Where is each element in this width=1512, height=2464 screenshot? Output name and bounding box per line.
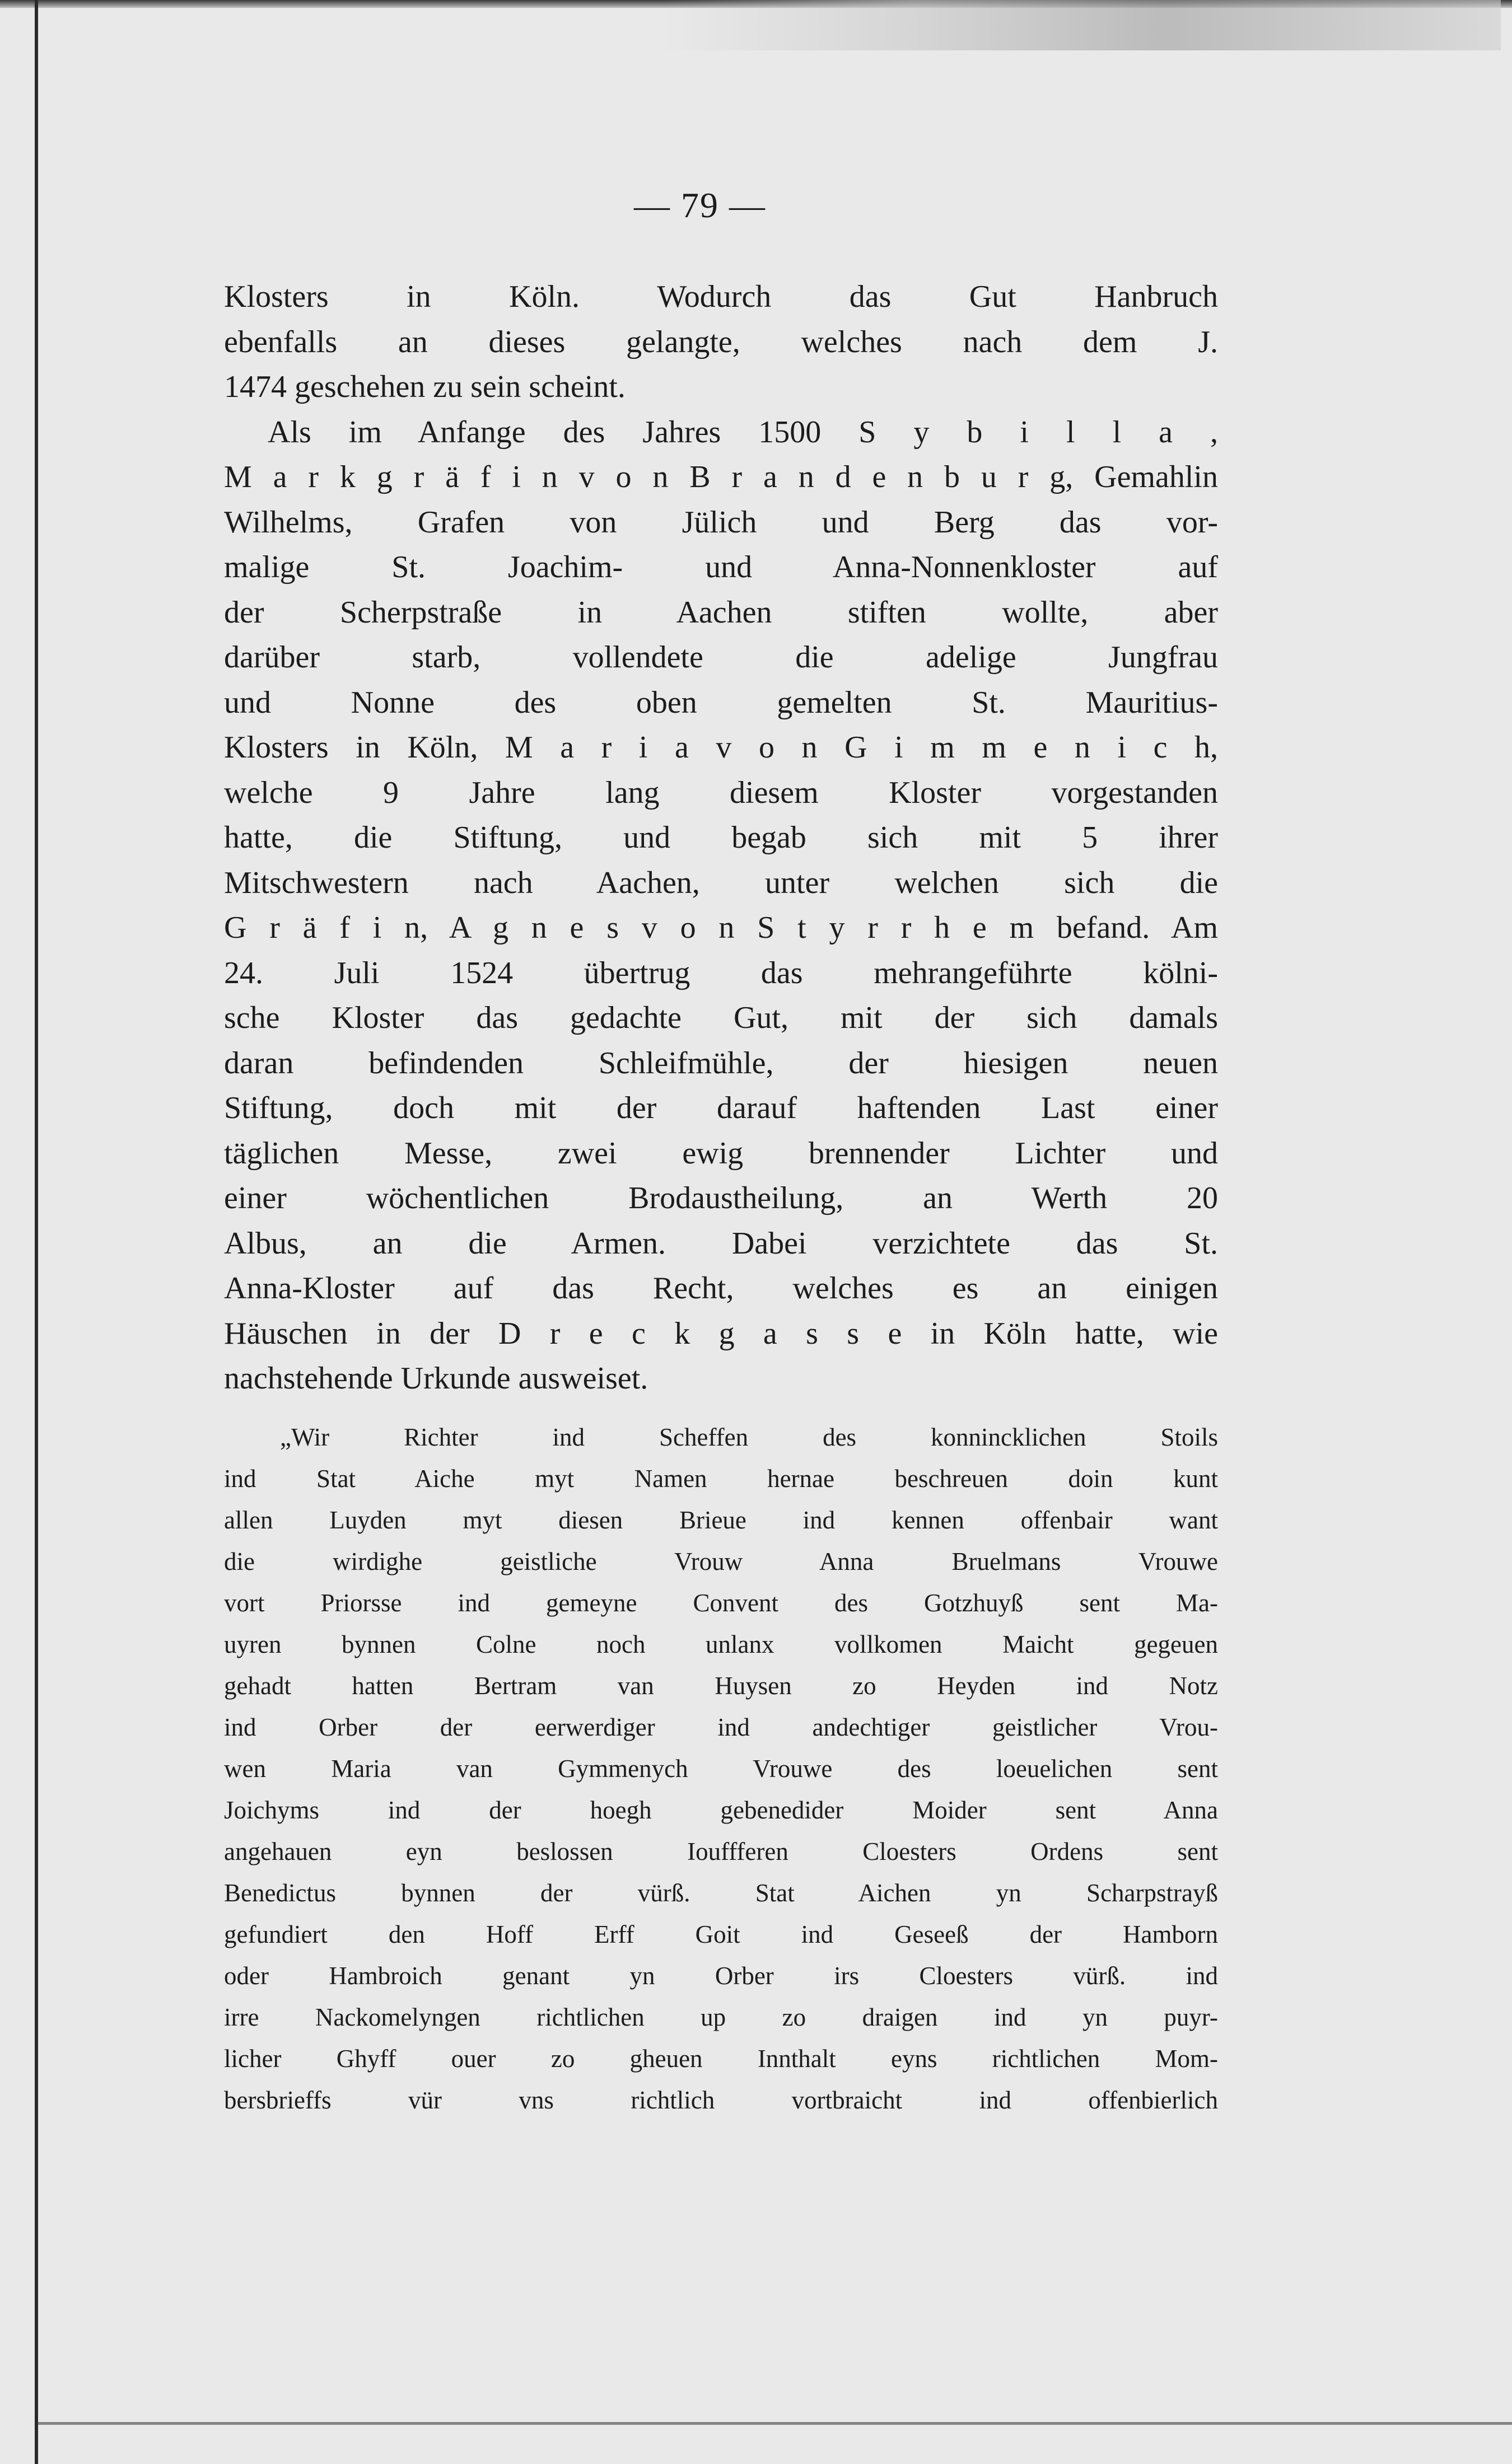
text-line: „Wir Richter ind Scheffen des konnincklichen Stoils: [280, 1423, 1218, 1451]
text-line: Joichyms ind der hoegh gebenedider Moider sent Anna: [224, 1796, 1218, 1824]
text-line: Wilhelms, Grafen von Jülich und Berg das vor-: [224, 504, 1218, 540]
text-line: gefundiert den Hoff Erff Goit ind Geseeß der Hamborn: [224, 1920, 1218, 1948]
text-line: angehauen eyn beslossen Iouffferen Cloesters Ordens sent: [224, 1838, 1218, 1865]
text-line: sche Kloster das gedachte Gut, mit der sich damals: [224, 1000, 1218, 1035]
text-line: Mitschwestern nach Aachen, unter welchen sich die: [224, 865, 1218, 900]
text-line: Klosters in Köln. Wodurch das Gut Hanbruch: [224, 279, 1218, 314]
text-line: und Nonne des oben gemelten St. Mauritius-: [224, 685, 1218, 720]
text-line: wen Maria van Gymmenych Vrouwe des loeuelichen sent: [224, 1755, 1218, 1783]
text-line: hatte, die Stiftung, und begab sich mit 5 ihrer: [224, 820, 1218, 855]
text-line: ind Orber der eerwerdiger ind andechtiger geistlicher Vrou-: [224, 1713, 1218, 1741]
text-line: uyren bynnen Colne noch unlanx vollkomen Maicht gegeuen: [224, 1630, 1218, 1658]
text-line: irre Nackomelyngen richtlichen up zo draigen ind yn puyr-: [224, 2003, 1218, 2031]
body-text: [224, 274, 1218, 1401]
text-line: Klosters in Köln, M a r i a v o n G i m m e n i c h,: [224, 730, 1218, 765]
text-line: ind Stat Aiche myt Namen hernae beschreuen doin kunt: [224, 1465, 1218, 1493]
text-line: vort Priorsse ind gemeyne Convent des Gotzhuyß sent Ma-: [224, 1589, 1218, 1617]
text-line: welche 9 Jahre lang diesem Kloster vorgestanden: [224, 775, 1218, 810]
text-line: Häuschen in der D r e c k g a s s e in Köln hatte, wie: [224, 1316, 1218, 1351]
text-line: darüber starb, vollendete die adelige Jungfrau: [224, 640, 1218, 675]
text-line: oder Hambroich genant yn Orber irs Cloesters vürß. ind: [224, 1962, 1218, 1990]
scan-left-edge: [35, 0, 38, 2464]
text-line: licher Ghyff ouer zo gheuen Innthalt eyns richtlichen Mom-: [224, 2045, 1218, 2073]
text-line: malige St. Joachim- und Anna-Nonnenkloster auf: [224, 550, 1218, 585]
text-line: ebenfalls an dieses gelangte, welches nach dem J.: [224, 324, 1218, 359]
text-line: Stiftung, doch mit der darauf haftenden Last einer: [224, 1091, 1218, 1125]
text-line: bersbrieffs vür vns richtlich vortbraicht ind offenbierlich: [224, 2086, 1218, 2114]
text-line: Albus, an die Armen. Dabei verzichtete das St.: [224, 1226, 1218, 1261]
text-line: gehadt hatten Bertram van Huysen zo Heyden ind Notz: [224, 1672, 1218, 1700]
text-line: nachstehende Urkunde ausweiset.: [224, 1361, 648, 1396]
text-line: 24. Juli 1524 übertrug das mehrangeführte kölni-: [224, 955, 1218, 990]
page-number: — 79 —: [634, 185, 766, 225]
text-line: der Scherpstraße in Aachen stiften wollte, aber: [224, 595, 1218, 630]
text-line: täglichen Messe, zwei ewig brennender Lichter und: [224, 1135, 1218, 1171]
text-line: Als im Anfange des Jahres 1500 S y b i l l a ,: [268, 414, 1218, 450]
text-line: die wirdighe geistliche Vrouw Anna Bruelmans Vrouwe: [224, 1547, 1218, 1575]
scan-smudge: [661, 0, 1501, 50]
text-line: G r ä f i n, A g n e s v o n S t y r r h e m befand. Am: [224, 910, 1218, 945]
text-line: einer wöchentlichen Brodaustheilung, an Werth 20: [224, 1181, 1218, 1215]
text-line: Benedictus bynnen der vürß. Stat Aichen yn Scharpstrayß: [224, 1879, 1218, 1907]
text-line: M a r k g r ä f i n v o n B r a n d e n b u r g, Gemahlin: [224, 460, 1218, 494]
quoted-charter: [224, 1416, 1218, 2121]
text-line: allen Luyden myt diesen Brieue ind kennen offenbair want: [224, 1506, 1218, 1534]
scan-bottom-edge: [38, 2422, 1512, 2425]
text-line: daran befindenden Schleifmühle, der hiesigen neuen: [224, 1045, 1218, 1081]
text-line: 1474 geschehen zu sein scheint.: [224, 370, 626, 404]
text-line: Anna-Kloster auf das Recht, welches es an einigen: [224, 1271, 1218, 1306]
